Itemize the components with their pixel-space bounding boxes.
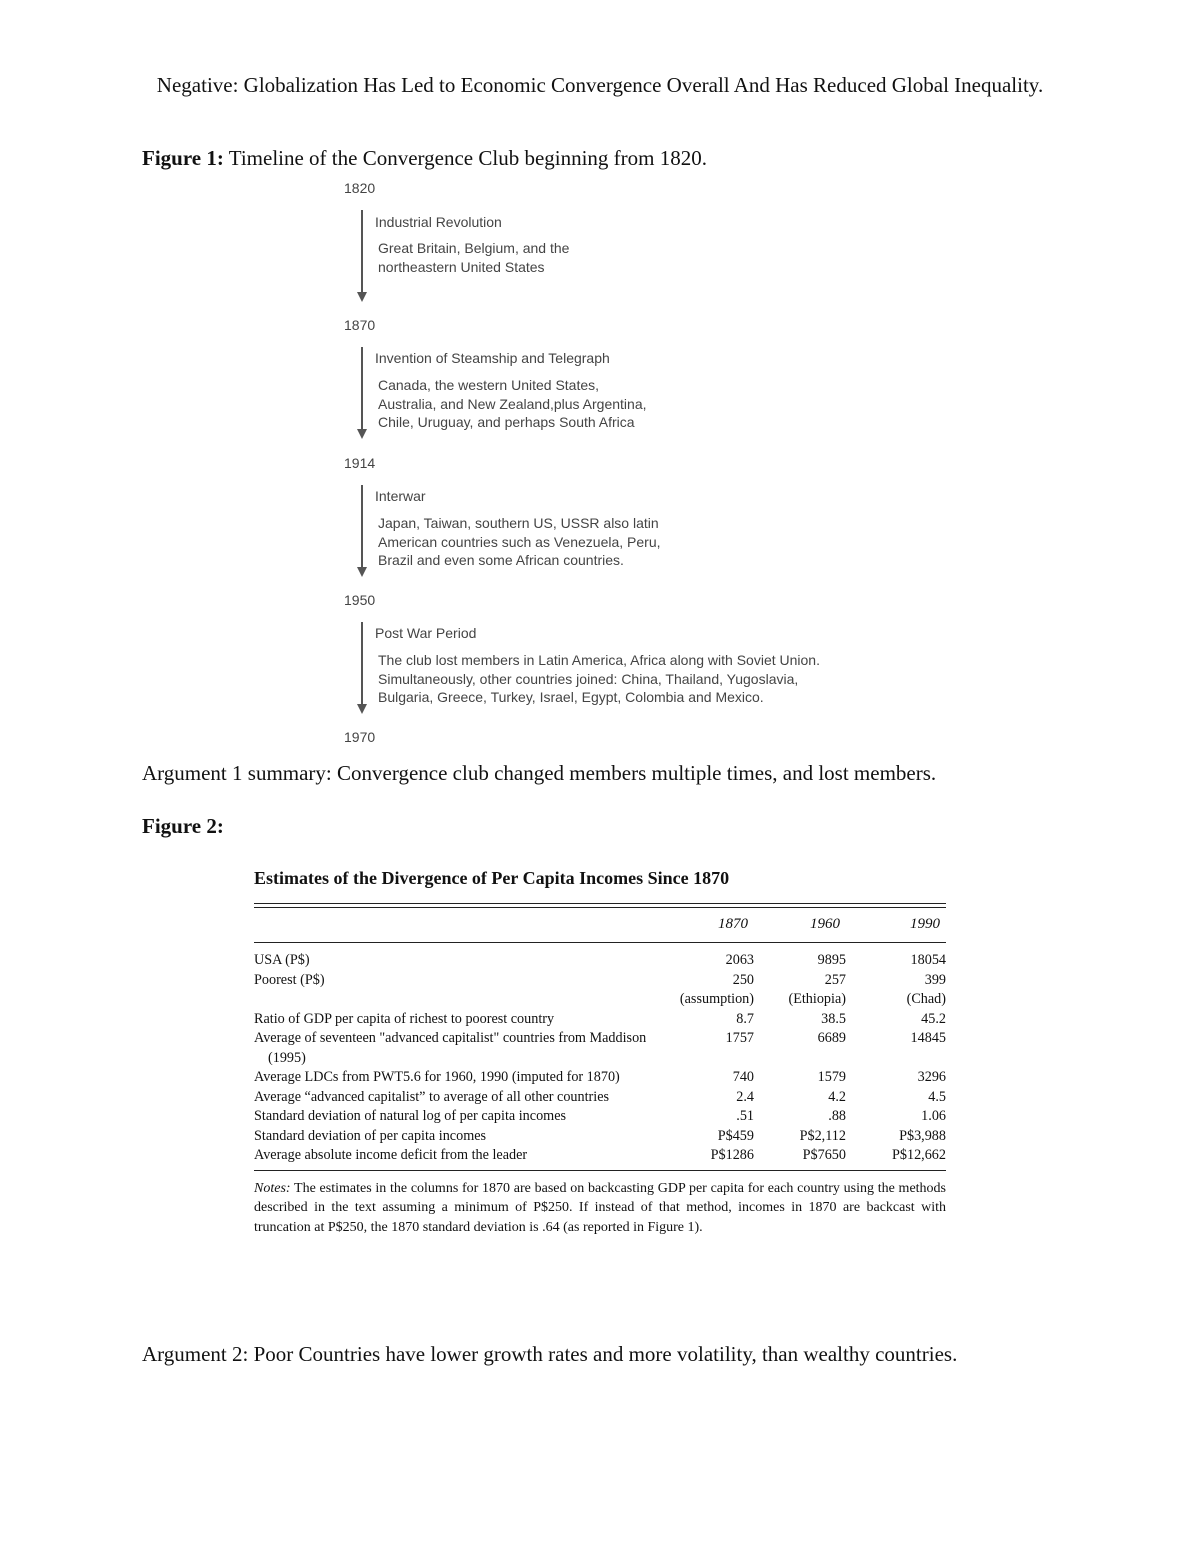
- figure1-caption: [142, 146, 707, 171]
- table-row: [254, 1029, 946, 1068]
- timeline-line: Simultaneously, other countries joined: China, Thailand, Yugoslavia,: [378, 670, 799, 687]
- table-row: [254, 971, 946, 991]
- cell-value: 4.5: [928, 1088, 946, 1105]
- cell-value: P$3,988: [899, 1127, 946, 1144]
- timeline-line: Canada, the western United States,: [378, 377, 600, 393]
- notes-label: Notes:: [254, 1180, 291, 1196]
- cell-value: (assumption): [679, 991, 754, 1007]
- timeline-line: Bulgaria, Greece, Turkey, Israel, Egypt, Colombia and Mexico.: [378, 689, 764, 705]
- timeline-year: 1950: [344, 592, 376, 608]
- cell-value: 4.2: [828, 1088, 846, 1105]
- figure1-label: Figure 1:: [142, 146, 224, 170]
- cell-value: .51: [736, 1108, 754, 1124]
- cell-value: 38.5: [821, 1010, 846, 1027]
- cell-value: 250: [732, 971, 754, 988]
- timeline-line: northeastern United States: [378, 258, 545, 275]
- row-label: Standard deviation of per capita incomes: [254, 1127, 487, 1144]
- timeline-line: Brazil and even some African countries.: [378, 552, 624, 568]
- timeline-connector: [361, 485, 363, 569]
- cell-value: P$12,662: [892, 1147, 946, 1163]
- timeline-line: Chile, Uruguay, and perhaps South Africa: [378, 414, 635, 430]
- table-row: [254, 1068, 946, 1088]
- cell-value: P$7650: [802, 1147, 846, 1163]
- row-label: Average of seventeen "advanced capitalist" countries from Maddison (1995): [254, 1030, 647, 1066]
- cell-value: 9895: [817, 952, 846, 968]
- row-label: Poorest (P$): [254, 971, 325, 988]
- row-label: Average “advanced capitalist” to average of all other countries: [254, 1088, 610, 1105]
- column-header: 1960: [810, 916, 840, 932]
- row-label: Average LDCs from PWT5.6 for 1960, 1990 (imputed for 1870): [254, 1069, 620, 1085]
- cell-value: P$459: [717, 1127, 754, 1144]
- timeline-period-heading: Industrial Revolution: [375, 214, 502, 230]
- cell-value: 2.4: [736, 1088, 754, 1105]
- cell-value: 1757: [725, 1030, 754, 1046]
- cell-value: P$1286: [710, 1147, 754, 1163]
- timeline-year: 1820: [344, 180, 376, 196]
- table-row: [254, 1010, 946, 1030]
- timeline-period-description: [378, 376, 647, 432]
- timeline-arrow-icon: [357, 429, 367, 439]
- cell-value: 2063: [725, 952, 754, 968]
- timeline-line: Australia, and New Zealand,plus Argentina,: [378, 395, 647, 412]
- table-header: [254, 908, 946, 943]
- argument2-summary: Argument 2: Poor Countries have lower growth rates and more volatility, than wealthy countries.: [142, 1342, 958, 1366]
- timeline-period-heading: Post War Period: [375, 625, 477, 641]
- table-bottom-rule: [254, 1170, 946, 1171]
- cell-value: 18054: [910, 952, 946, 968]
- table-row: [254, 1088, 946, 1108]
- cell-value: 1.06: [921, 1108, 946, 1124]
- row-label: Standard deviation of natural log of per capita incomes: [254, 1108, 567, 1124]
- cell-value: 1579: [817, 1069, 846, 1085]
- row-label: [254, 990, 658, 1010]
- table-row: [254, 990, 946, 1010]
- table-notes: [254, 1179, 946, 1238]
- table-title: Estimates of the Divergence of Per Capita Incomes Since 1870: [254, 868, 730, 888]
- document-title: Negative: Globalization Has Led to Economic Convergence Overall And Has Reduced Global Inequality.: [156, 73, 1044, 97]
- timeline-arrow-icon: [357, 704, 367, 714]
- figure2-label: Figure 2:: [142, 814, 224, 838]
- column-header: 1870: [718, 916, 748, 932]
- cell-value: (Ethiopia): [788, 991, 846, 1007]
- cell-value: 399: [924, 971, 946, 988]
- timeline-line: The club lost members in Latin America, Africa along with Soviet Union.: [378, 652, 820, 668]
- figure2-caption: [142, 814, 224, 839]
- timeline-period-heading: Interwar: [375, 488, 426, 504]
- timeline-line: Japan, Taiwan, southern US, USSR also latin: [378, 515, 659, 531]
- cell-value: 257: [824, 971, 846, 988]
- cell-value: 740: [732, 1069, 754, 1085]
- table-row: [254, 1127, 946, 1147]
- timeline-period-description: [378, 514, 661, 570]
- timeline-period-heading: Invention of Steamship and Telegraph: [375, 350, 610, 366]
- divergence-table: [254, 868, 946, 1237]
- table-body: [254, 943, 946, 1166]
- cell-value: P$2,112: [799, 1127, 846, 1144]
- column-header: 1990: [910, 916, 940, 932]
- figure1-caption-text: Timeline of the Convergence Club beginning from 1820.: [228, 146, 708, 170]
- table-row: [254, 1146, 946, 1166]
- timeline-period-description: [378, 651, 820, 707]
- cell-value: .88: [828, 1108, 846, 1124]
- timeline-connector: [361, 622, 363, 706]
- cell-value: (Chad): [906, 991, 946, 1007]
- cell-value: 3296: [917, 1069, 946, 1085]
- timeline-line: American countries such as Venezuela, Peru,: [378, 533, 661, 550]
- notes-text: The estimates in the columns for 1870 are based on backcasting GDP per capita for each country using the methods described in the text assuming a minimum of P$250. If instead of that method, incomes in 1870 are backcast with truncation at P$250, the 1870 standard deviation is .64 (as reported in Figure 1).: [254, 1180, 946, 1235]
- table-row: [254, 951, 946, 971]
- timeline-connector: [361, 347, 363, 431]
- cell-value: 6689: [817, 1030, 846, 1046]
- cell-value: 45.2: [921, 1010, 946, 1027]
- timeline-connector: [361, 210, 363, 294]
- row-label: Ratio of GDP per capita of richest to poorest country: [254, 1010, 555, 1027]
- cell-value: 8.7: [736, 1010, 754, 1027]
- row-label: Average absolute income deficit from the leader: [254, 1147, 528, 1163]
- row-label: USA (P$): [254, 952, 310, 968]
- timeline-year: 1914: [344, 455, 376, 471]
- argument1-summary: Argument 1 summary: Convergence club changed members multiple times, and lost members.: [142, 761, 937, 785]
- timeline-arrow-icon: [357, 567, 367, 577]
- timeline-arrow-icon: [357, 292, 367, 302]
- timeline-period-description: [378, 239, 569, 276]
- timeline-year: 1970: [344, 729, 376, 745]
- table-row: [254, 1107, 946, 1127]
- timeline-line: Great Britain, Belgium, and the: [378, 240, 570, 256]
- cell-value: 14845: [910, 1030, 946, 1046]
- timeline-year: 1870: [344, 317, 376, 333]
- convergence-timeline: [340, 178, 900, 753]
